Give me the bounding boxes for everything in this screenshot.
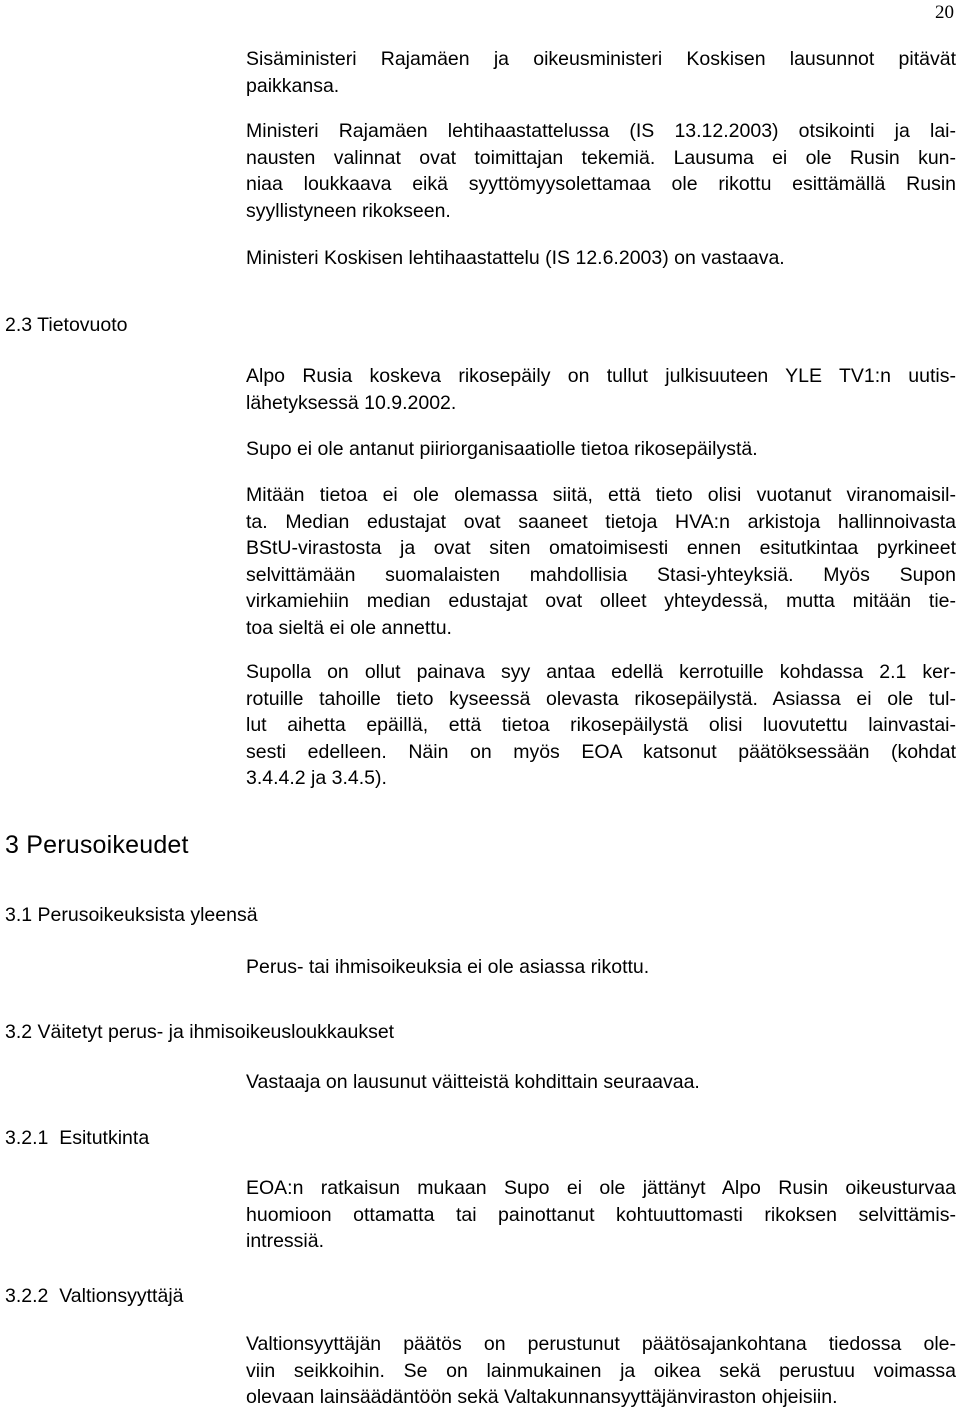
text-line: Perus- tai ihmisoikeuksia ei ole asiassa rikottu. bbox=[246, 956, 650, 978]
section-heading-3: 3 Perusoikeudet bbox=[5, 831, 189, 859]
text-line: Sisäministeri Rajamäen ja oikeusministeri Koskisen lausunnot pitävät bbox=[246, 48, 956, 70]
text-line: Ministeri Koskisen lehtihaastattelu (IS 12.6.2003) on vastaava. bbox=[246, 247, 785, 269]
section-heading-3-1: 3.1 Perusoikeuksista yleensä bbox=[5, 904, 258, 926]
text-line: Valtionsyyttäjän päätös on perustunut päätösajankohtana tiedossa ole- bbox=[246, 1333, 956, 1355]
text-line: EOA:n ratkaisun mukaan Supo ei ole jättänyt Alpo Rusin oikeusturvaa bbox=[246, 1177, 956, 1199]
text-line: syyllistyneen rikokseen. bbox=[246, 199, 451, 222]
paragraph-no-leak bbox=[246, 482, 956, 641]
paragraph-no-rights-violated bbox=[246, 954, 956, 981]
text-line: paikkansa. bbox=[246, 74, 340, 97]
paragraph-koskinen-interview bbox=[246, 245, 956, 272]
text-line: selvittämään suomalaisten mahdollisia Stasi-yhteyksiä. Myös Supon bbox=[246, 563, 956, 586]
paragraph-prosecutor-decision bbox=[246, 1331, 956, 1411]
text-line: huomioon ottamatta tai painottanut kohtuuttomasti rikoksen selvittämis- bbox=[246, 1203, 956, 1226]
text-line: lut aihetta epäillä, että tietoa rikosepäilystä olisi luovutettu lainvastai- bbox=[246, 714, 956, 736]
text-line: 3.4.4.2 ja 3.4.5). bbox=[246, 767, 387, 789]
text-line: virkamiehiin median edustajat ovat olleet yhteydessä, mutta mitään tie- bbox=[246, 590, 956, 612]
paragraph-rajamaki-interview bbox=[246, 118, 956, 224]
text-line: lähetyksessä 10.9.2002. bbox=[246, 391, 457, 414]
paragraph-yle-broadcast bbox=[246, 363, 956, 416]
text-line: olevaan lainsäädäntöön sekä Valtakunnansyyttäjänviraston ohjeisiin. bbox=[246, 1386, 838, 1408]
section-heading-2-3: 2.3 Tietovuoto bbox=[5, 314, 128, 336]
paragraph-supo-no-info bbox=[246, 436, 956, 463]
paragraph-respondent-statement bbox=[246, 1069, 956, 1096]
text-line: niaa loukkaava eikä syyttömyysolettamaa ole rikottu esittämällä Rusin bbox=[246, 173, 956, 195]
page-number: 20 bbox=[935, 2, 954, 23]
text-line: rotuille tahoille tieto kyseessä olevasta rikosepäilystä. Asiassa ei ole tul- bbox=[246, 687, 956, 710]
text-line: Alpo Rusia koskeva rikosepäily on tullut julkisuuteen YLE TV1:n uutis- bbox=[246, 365, 956, 387]
text-line: Ministeri Rajamäen lehtihaastattelussa (IS 13.12.2003) otsikointi ja lai- bbox=[246, 120, 956, 142]
paragraph-supo-reason bbox=[246, 659, 956, 792]
text-line: viin seikkoihin. Se on lainmukainen ja oikea sekä perustuu voimassa bbox=[246, 1359, 956, 1382]
section-heading-3-2-1: 3.2.1 Esitutkinta bbox=[5, 1127, 150, 1149]
text-line: Vastaaja on lausunut väitteistä kohdittain seuraavaa. bbox=[246, 1071, 700, 1093]
text-line: BStU-virastosta ja ovat siten omatoimisesti ennen esitutkintaa pyrkineet bbox=[246, 537, 956, 559]
section-heading-3-2-2: 3.2.2 Valtionsyyttäjä bbox=[5, 1285, 184, 1307]
text-line: intressiä. bbox=[246, 1230, 325, 1252]
text-line: toa sieltä ei ole annettu. bbox=[246, 616, 452, 639]
text-line: ta. Median edustajat ovat saaneet tietoja HVA:n arkistoja hallinnoivasta bbox=[246, 510, 956, 533]
paragraph-statements-accurate bbox=[246, 46, 956, 99]
text-line: Supolla on ollut painava syy antaa edellä kerrotuille kohdassa 2.1 ker- bbox=[246, 661, 956, 683]
section-heading-3-2: 3.2 Väitetyt perus- ja ihmisoikeusloukkaukset bbox=[5, 1021, 395, 1043]
text-line: Supo ei ole antanut piiriorganisaatiolle tietoa rikosepäilystä. bbox=[246, 438, 758, 460]
text-line: nausten valinnat ovat toimittajan tekemiä. Lausuma ei ole Rusin kun- bbox=[246, 146, 956, 169]
text-line: Mitään tietoa ei ole olemassa siitä, että tieto olisi vuotanut viranomaisil- bbox=[246, 484, 956, 506]
paragraph-eoa-ruling bbox=[246, 1175, 956, 1255]
text-line: sesti edelleen. Näin on myös EOA katsonut päätöksessään (kohdat bbox=[246, 740, 956, 763]
